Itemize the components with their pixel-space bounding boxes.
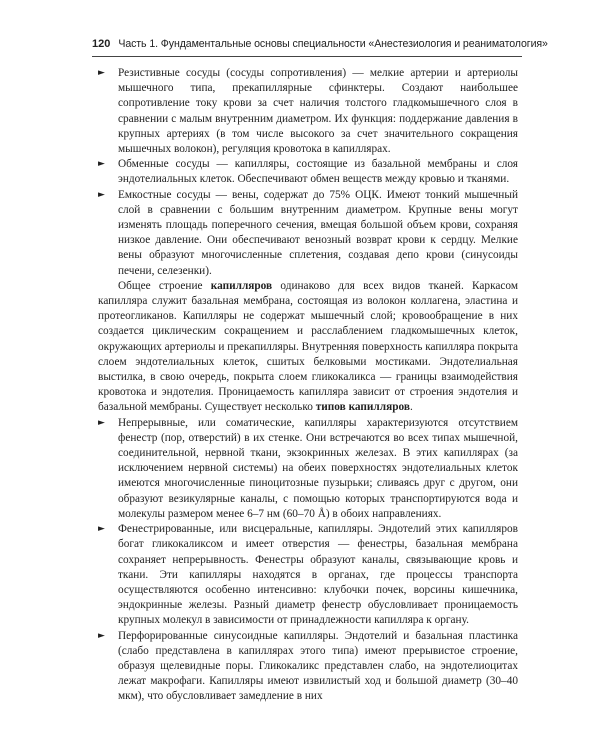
- page-header: [92, 38, 548, 50]
- list-item-text: Непрерывные, или соматические, капилляры характеризуются отсутствием фенестр (пор, отверстий) в их стенке. Они встречаются во всех типах мышечной, соединительной, нервной ткани, экзокринных железах. В этих капиллярах (за исключением нервной системы) на обеих поверхностях эндотелиальных клеток имеются многочисленные пиноцитозные пузырьки; сливаясь друг с другом, они образуют везикулярные каналы, с помощью которых транспортируются вода и молекулы размером менее 6–7 нм (60–70 Å) в обоих направлениях.: [118, 416, 518, 520]
- term-capillary-types: типов капилляров: [315, 401, 410, 414]
- triangle-bullet-icon: ►: [98, 524, 105, 535]
- list-item: [98, 66, 518, 157]
- list-item: [98, 188, 518, 279]
- paragraph-middle: одинаково для всех видов тканей. Каркасом капилляра служит базальная мембрана, состоящая из волокон коллагена, эластина и протеогликанов. Капилляры не содержат мышечный слой; кровообращение в них создается циклическим сокращением и расслаблением гладкомышечных клеток, окружающих артериолы и прекапилляры. Внутренняя поверхность капилляра покрыта слоем эндотелиальных клеток, сшитых белковыми мостиками. Эндотелиальная выстилка, в свою очередь, покрыта слоем гликокаликса — границы взаимодействия кровотока и эндотелия. Проницаемость капилляра зависит от строения эндотелия и базальной мембраны. Существует несколько: [98, 279, 518, 414]
- list-item: [98, 629, 518, 705]
- triangle-bullet-icon: ►: [98, 68, 105, 78]
- list-item: [98, 522, 518, 628]
- page-number: 120: [92, 38, 111, 50]
- header-divider: [92, 56, 522, 57]
- triangle-bullet-icon: ►: [98, 159, 105, 170]
- term-capillaries: капилляров: [210, 279, 273, 292]
- list-item: [98, 416, 518, 522]
- paragraph-intro: Общее строение: [118, 279, 211, 292]
- list-item-text: Фенестрированные, или висцеральные, капилляры. Эндотелий этих капилляров богат гликокаликсом и имеет отверстия — фенестры, базальная мембрана сохраняет непрерывность. Фенестры образуют каналы, связывающие кровь и ткани. Эти капилляры находятся в органах, где процессы транспорта осуществляются особенно интенсивно: клубочки почек, ворсины кишечника, эндокринные железы. Разный диаметр фенестр обусловливает проницаемость крупных молекул в зависимости от принадлежности капилляра к органу.: [118, 523, 518, 627]
- list-item-text: Емкостные сосуды — вены, содержат до 75% ОЦК. Имеют тонкий мышечный слой в сравнении с большим внутренним диаметром. Крупные вены могут изменять площадь поперечного сечения, вмещая большой объем крови, сохраняя низкое давление. Они обеспечивают венозный возврат крови к сердцу. Мелкие вены образуют многочисленные сплетения, создавая депо крови (синусоиды печени, селезенки).: [118, 188, 518, 277]
- list-item-text: Перфорированные синусоидные капилляры. Эндотелий и базальная пластинка (слабо представлена в капиллярах этого типа) имеют прерывистое строение, образуя щелевидные поры. Гликокаликс представлен слабо, на эндотелиоцитах лежат макрофаги. Капилляры имеют извилистый ход и большой диаметр (30–40 мкм), что обусловливает замедление в них: [118, 629, 518, 703]
- list-item-text: Обменные сосуды — капилляры, состоящие из базальной мембраны и слоя эндотелиальных клеток. Обеспечивают обмен веществ между кровью и тканями.: [118, 158, 518, 186]
- triangle-bullet-icon: ►: [98, 630, 105, 641]
- paragraph-capillaries: [98, 279, 518, 416]
- body-text: [98, 66, 518, 705]
- paragraph-end: .: [409, 401, 413, 414]
- running-title: Часть 1. Фундаментальные основы специальности «Анестезиология и реаниматология»: [118, 38, 548, 50]
- triangle-bullet-icon: ►: [98, 417, 105, 428]
- triangle-bullet-icon: ►: [98, 189, 105, 200]
- list-item: [98, 157, 518, 187]
- list-item-text: Резистивные сосуды (сосуды сопротивления) — мелкие артерии и артериолы мышечного типа, прекапиллярные сфинктеры. Создают наибольшее сопротивление току крови за счет наличия толстого гладкомышечного слоя в сравнении с малым внутренним диаметром. Их функция: поддержание давления в крупных артериях (в том числе высокого за счет значительного сокращения мышечных волокон), регуляция кровотока в капиллярах.: [118, 67, 518, 156]
